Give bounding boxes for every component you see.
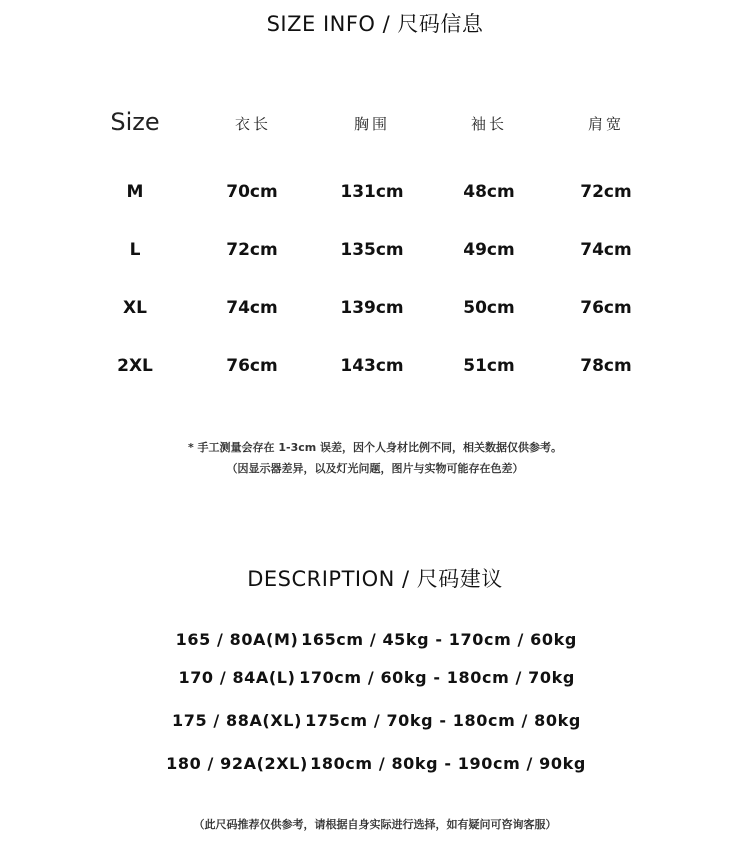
cell-sleeve: 50cm [463,298,515,318]
cell-length: 72cm [226,240,278,260]
cell-sleeve: 51cm [463,356,515,376]
row-size-label: L [129,240,141,260]
recommendation-footer: （此尺码推荐仅供参考，请根据自身实际进行选择，如有疑问可咨询客服） [193,818,557,831]
size-code: 170 / 84A(L) [178,668,296,687]
cell-chest: 135cm [340,240,404,260]
row-size-label: XL [123,298,147,318]
height-weight-range: 175cm / 70kg - 180cm / 80kg [305,711,581,730]
cell-chest: 139cm [340,298,404,318]
height-weight-range: 165cm / 45kg - 170cm / 60kg [301,630,577,649]
size-info-title: SIZE INFO / 尺码信息 [266,12,484,36]
size-code: 175 / 88A(XL) [172,711,302,730]
cell-sleeve: 49cm [463,240,515,260]
header-sleeve: 袖长 [470,115,508,133]
header-chest: 胸围 [353,115,391,133]
cell-shoulder: 76cm [580,298,632,318]
height-weight-range: 180cm / 80kg - 190cm / 90kg [310,754,586,773]
cell-chest: 131cm [340,182,404,202]
row-size-label: M [126,182,144,202]
height-weight-range: 170cm / 60kg - 180cm / 70kg [299,668,575,687]
header-shoulder: 肩宽 [587,115,625,133]
cell-shoulder: 78cm [580,356,632,376]
header-length: 衣长 [234,115,272,133]
description-title: DESCRIPTION / 尺码建议 [247,567,503,591]
cell-shoulder: 72cm [580,182,632,202]
row-size-label: 2XL [117,356,153,376]
measurement-note: * 手工测量会存在 1-3cm 误差，因个人身材比例不同，相关数据仅供参考。 [187,441,563,454]
cell-length: 74cm [226,298,278,318]
cell-sleeve: 48cm [463,182,515,202]
size-code: 165 / 80A(M) [175,630,299,649]
cell-length: 76cm [226,356,278,376]
header-size: Size [110,108,160,136]
cell-chest: 143cm [340,356,404,376]
cell-shoulder: 74cm [580,240,632,260]
color-difference-note: （因显示器差异，以及灯光问题，图片与实物可能存在色差） [226,462,524,475]
size-code: 180 / 92A(2XL) [166,754,308,773]
cell-length: 70cm [226,182,278,202]
